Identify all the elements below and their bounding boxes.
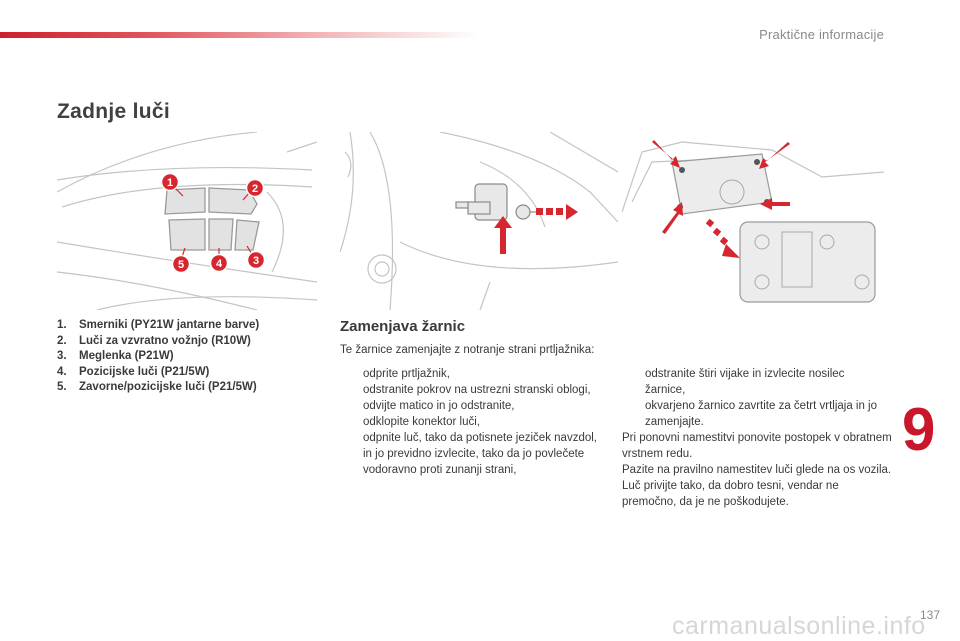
bulb-legend — [57, 318, 259, 396]
section-header: Praktične informacije — [759, 27, 884, 42]
step-text: odprite prtljažnik, — [363, 368, 450, 380]
step-item — [340, 430, 602, 478]
intro-text: Te žarnice zamenjajte z notranje strani prtljažnika: — [340, 344, 595, 356]
callout-badge-4 — [211, 255, 228, 272]
step-item — [622, 366, 884, 398]
callout-badge-3 — [248, 252, 265, 269]
legend-text: Smerniki (PY21W jantarne barve) — [79, 319, 260, 331]
legend-number: 5. — [57, 381, 67, 393]
legend-text: Zavorne/pozicijske luči (P21/5W) — [79, 381, 257, 393]
callout-number: 2 — [251, 183, 259, 195]
callout-number: 4 — [215, 258, 223, 270]
page-title: Zadnje luči — [57, 100, 170, 123]
tail-lamp-figure — [57, 132, 317, 310]
callout-badge-5 — [173, 256, 190, 273]
legend-item — [57, 365, 259, 381]
legend-item — [57, 349, 259, 365]
steps-list-left — [340, 366, 602, 478]
legend-number: 3. — [57, 350, 67, 362]
step-text: odpnite luč, tako da potisnete jeziček navzdol, in jo previdno izvlecite, tako da jo povlečete vodoravno proti zunanji strani, — [363, 432, 597, 476]
step-text: okvarjeno žarnico zavrtite za četrt vrtljaja in jo zamenjajte. — [645, 400, 878, 428]
steps-list-right — [622, 366, 884, 430]
step-text: odstranite pokrov na ustrezni stranski oblogi, — [363, 384, 591, 396]
legend-item — [57, 334, 259, 350]
legend-text: Pozicijske luči (P21/5W) — [79, 365, 210, 378]
callout-number: 3 — [252, 255, 260, 267]
step-text: odvijte matico in jo odstranite, — [363, 400, 515, 412]
step-text: odklopite konektor luči, — [363, 416, 480, 428]
callout-badge-2 — [247, 180, 264, 197]
legend-number: 1. — [57, 319, 67, 331]
step-item — [340, 382, 602, 398]
legend-item — [57, 318, 259, 334]
step-item — [340, 366, 602, 382]
legend-item — [57, 380, 259, 396]
legend-number: 4. — [57, 365, 67, 378]
page-number: 137 — [919, 608, 940, 622]
legend-number: 2. — [57, 334, 67, 347]
callout-number: 1 — [166, 177, 174, 189]
step-item — [622, 398, 884, 430]
section-subtitle: Zamenjava žarnic — [340, 318, 466, 335]
legend-text: Meglenka (P21W) — [79, 350, 174, 362]
watermark: carmanualsonline.info — [672, 612, 926, 640]
callout-number: 5 — [177, 259, 185, 271]
note-paragraph: Pazite na pravilno namestitev luči glede na os vozila. — [622, 464, 892, 476]
callout-badge-1 — [162, 174, 179, 191]
legend-text: Luči za vzvratno vožnjo (R10W) — [79, 334, 251, 347]
chapter-number: 9 — [902, 396, 936, 463]
lamp-unit-figure — [622, 132, 884, 310]
header-accent-bar — [0, 32, 480, 38]
trunk-interior-figure — [340, 132, 618, 310]
step-item — [340, 414, 602, 430]
step-item — [340, 398, 602, 414]
note-paragraph: Pri ponovni namestitvi ponovite postopek v obratnem vrstnem redu. — [622, 432, 892, 460]
note-paragraph: Luč privijte tako, da dobro tesni, vendar ne premočno, da je ne poškodujete. — [622, 480, 839, 508]
reinstall-notes — [622, 430, 892, 510]
step-text: odstranite štiri vijake in izvlecite nosilec žarnice, — [645, 368, 845, 396]
